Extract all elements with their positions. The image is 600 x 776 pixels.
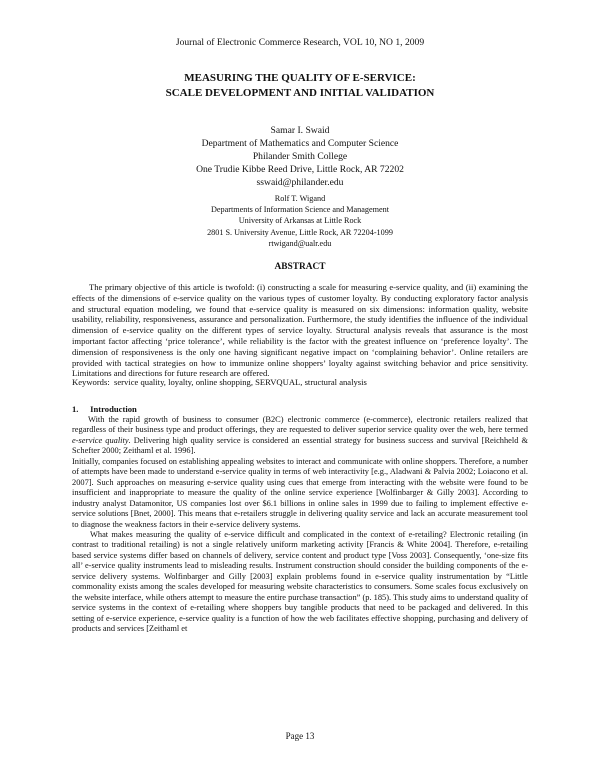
abstract-text: The primary objective of this article is twofold: (i) constructing a scale for measuring e-service quality, and (ii) examining the effects of the dimensions of e-service quality on the various types of customer loyalty. By conducting exploratory factor analysis and structural equation modeling, we found that e-service quality is measured on six dimensions: information quality, website usability, reliability, responsiveness, assurance and personalization. Furthermore, the study identifies the influence of the individual dimension of e-service quality on the different types of service loyalty. Structural analysis reveals that assurance is the most important factor affecting ‘price tolerance’, while reliability is the factor with the greatest influence on ‘preference loyalty’. The dimension of responsiveness is the only one having significant negative impact on ‘complaining behavior’. Online retailers are provided with tactical strategies on how to immunize online shoppers’ loyalty against switching behavior and price sensitivity. Limitations and directions for future research are offered. bbox=[72, 282, 528, 379]
title-line-1: MEASURING THE QUALITY OF E-SERVICE: bbox=[184, 72, 416, 84]
author-email: rtwigand@ualr.edu bbox=[268, 238, 332, 248]
section-heading bbox=[72, 404, 137, 414]
author-address: One Trudie Kibbe Reed Drive, Little Rock, AR 72202 bbox=[196, 164, 404, 175]
author-block-1 bbox=[0, 124, 600, 189]
author-name: Rolf T. Wigand bbox=[274, 194, 326, 203]
paper-title bbox=[0, 71, 600, 101]
paragraph: What makes measuring the quality of e-service difficult and complicated in the context of e-retailing? Electronic retailing (in contrast to traditional retailing) is not a single relatively uniform marketing activity [Francis & White 2004]. Therefore, e-retailing based service systems differ based on channels of delivery, service content and product type [Voss 2003]. Consequently, ‘one-size fits all’ e-service quality instruments lead to misleading results. Instrument construction should consider the building components of the e-service delivery systems. Wolfinbarger and Gilly [2003] explain problems found in e-service quality instrumentation by “Little commonality exists among the scales developed for measuring website characteristics to consumers. Some scales focus exclusively on the website interface, while others attempt to measure the entire purchase transaction” (p. 185). This study aims to understand quality of service systems in the context of e-retailing where shoppers buy tangible products that need to be packaged and delivered. In this setting of e-service experience, e-service quality is a function of how the web facilitates effective shopping, purchasing and delivery of products and services [Zeithaml et bbox=[72, 529, 528, 634]
author-name: Samar I. Swaid bbox=[270, 125, 330, 136]
term-emphasis: e-service quality bbox=[72, 435, 129, 445]
section-title: Introduction bbox=[90, 404, 137, 414]
author-department: Departments of Information Science and Management bbox=[210, 205, 389, 215]
author-address: 2801 S. University Avenue, Little Rock, AR 72204-1099 bbox=[207, 227, 393, 237]
author-department: Department of Mathematics and Computer Science bbox=[201, 138, 399, 149]
keywords-text: service quality, loyalty, online shopping, SERVQUAL, structural analysis bbox=[114, 377, 367, 387]
keywords-label: Keywords: bbox=[72, 377, 110, 387]
keywords-line bbox=[72, 377, 528, 387]
section-body bbox=[72, 415, 528, 635]
paragraph-text: With the rapid growth of business to consumer (B2C) electronic commerce (e-commerce), electronic retailers realized that regardless of their business type and product offerings, they are requested to deliver superior service quality over the web, here termed bbox=[72, 415, 528, 435]
section-number: 1. bbox=[72, 404, 79, 414]
author-block-2 bbox=[0, 193, 600, 249]
title-line-2: SCALE DEVELOPMENT AND INITIAL VALIDATION bbox=[165, 87, 435, 99]
paragraph-text: . Delivering high quality service is considered an essential strategy for business success and survival [Reichheld & Schefter 2000; Zeithaml et al. 1996]. bbox=[72, 435, 528, 456]
author-institution: Philander Smith College bbox=[252, 151, 348, 162]
page-number: Page 13 bbox=[285, 731, 315, 741]
author-email: sswaid@philander.edu bbox=[256, 177, 344, 188]
paragraph bbox=[72, 415, 528, 457]
author-institution: University of Arkansas at Little Rock bbox=[238, 216, 362, 226]
paragraph: Initially, companies focused on establishing appealing websites to interact and communicate with online shoppers. Therefore, a number of attempts have been made to understand e-service quality in terms of web interactivity [e.g., Aladwani & Palvia 2002; Loiacono et al. 2007]. Such approaches on measuring e-service quality using cues that emerge from interacting with the website were found to be insufficient and inappropriate to measure the quality of the online service experience [Wolfinbarger & Gilly 2003]. According to industry analyst Datamonitor, US companies lost over $6.1 billions in online sales in 1999 due to failing to implement effective e-service solutions [Bnet, 2000]. This means that e-retailers struggle in delivering quality service and lack an accurate measurement tool to diagnose the weakness factors in their e-service delivery systems. bbox=[72, 456, 528, 529]
abstract-heading: ABSTRACT bbox=[274, 262, 326, 272]
running-header: Journal of Electronic Commerce Research, VOL 10, NO 1, 2009 bbox=[175, 37, 425, 48]
